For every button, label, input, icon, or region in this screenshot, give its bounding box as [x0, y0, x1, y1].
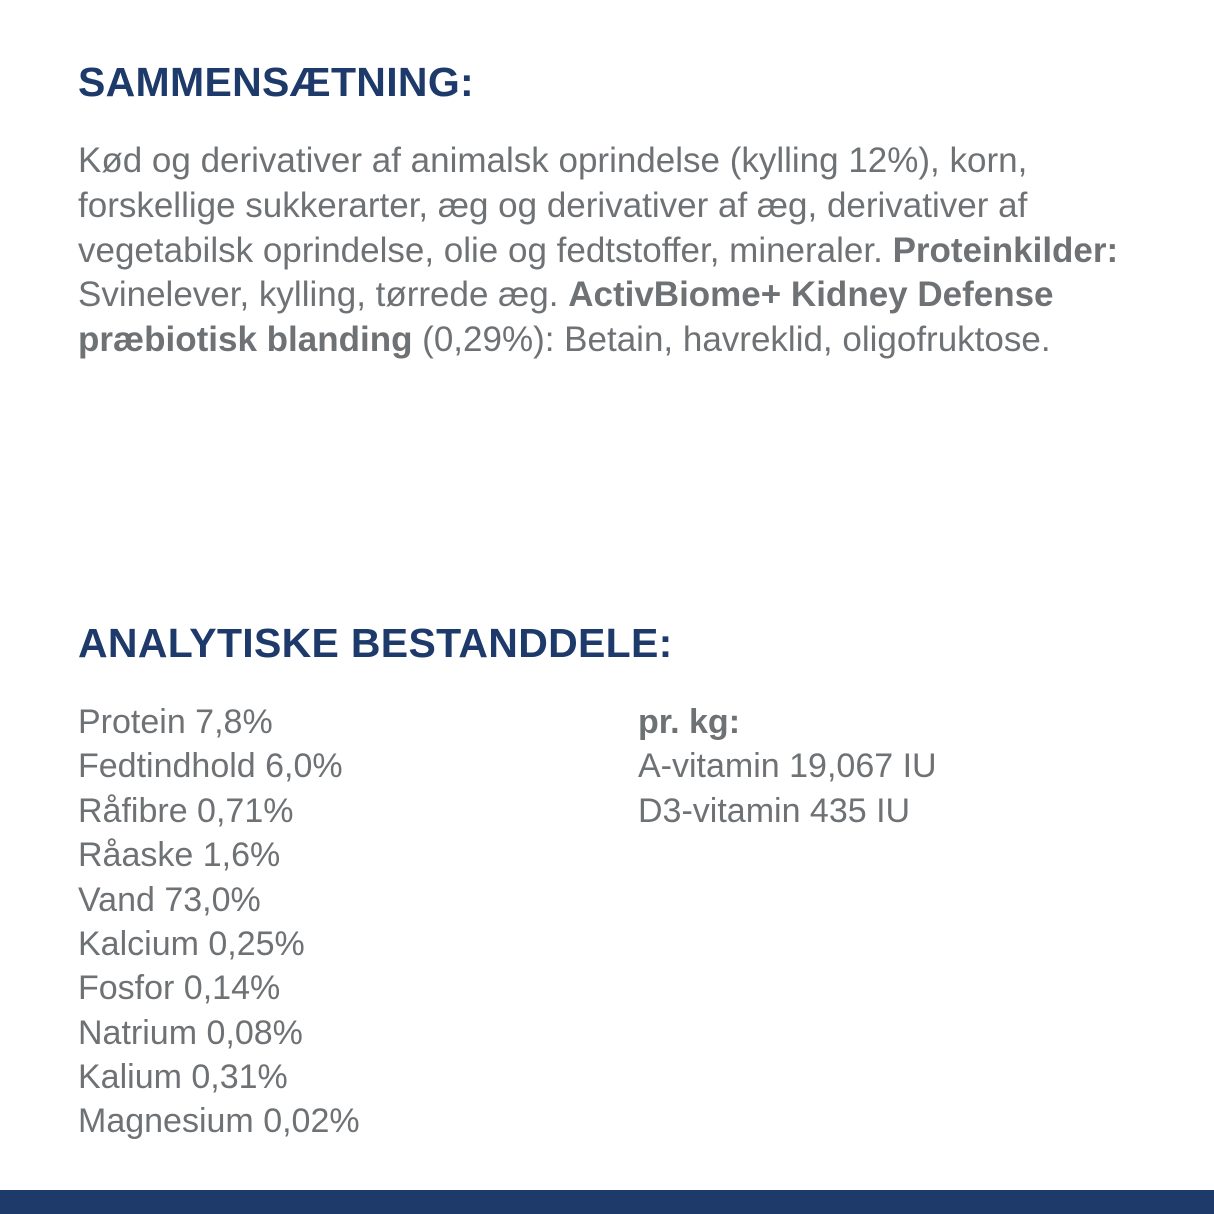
nutrient-row: Fosfor 0,14%	[78, 969, 281, 1008]
nutrient-row: Magnesium 0,02%	[78, 1102, 360, 1141]
nutrient-row: Vand 73,0%	[78, 880, 261, 919]
protein-sources-label: Proteinkilder:	[892, 230, 1119, 270]
nutrient-row: Natrium 0,08%	[78, 1013, 303, 1052]
nutrient-row: Råfibre 0,71%	[78, 791, 294, 830]
composition-section	[78, 60, 1168, 363]
nutrient-row: Kalium 0,31%	[78, 1057, 288, 1096]
composition-ingredients-text: Kød og derivativer af animalsk oprindelse (kylling 12%), korn, forskellige sukkerarter, æg og derivativer af æg, derivativer af vegetabilsk oprindelse, olie og fedtstoffer, mineraler.	[78, 141, 1028, 270]
analysis-columns	[78, 700, 1168, 1144]
composition-heading: SAMMENSÆTNING:	[78, 59, 474, 105]
composition-paragraph	[78, 139, 1168, 363]
nutrient-row: Protein 7,8%	[78, 703, 273, 742]
prebiotic-blend-label: ActivBiome+ Kidney Defense præbiotisk blanding	[78, 275, 1054, 360]
analytical-constituents-heading: ANALYTISKE BESTANDDELE:	[78, 620, 673, 666]
nutrient-row: Fedtindhold 6,0%	[78, 747, 343, 786]
nutrient-row: Kalcium 0,25%	[78, 924, 305, 963]
nutrient-row: Råaske 1,6%	[78, 836, 281, 875]
footer-bar	[0, 1190, 1214, 1214]
prebiotic-blend-text: (0,29%): Betain, havreklid, oligofruktose.	[412, 320, 1051, 360]
nutrient-row: D3-vitamin 435 IU	[638, 791, 911, 830]
nutrient-row: A-vitamin 19,067 IU	[638, 747, 937, 786]
per-kg-heading: pr. kg:	[638, 703, 741, 742]
nutrient-column-left	[78, 700, 638, 1144]
analytical-constituents-section	[78, 621, 1168, 1144]
nutrient-column-right	[638, 700, 1138, 833]
protein-sources-text: Svinelever, kylling, tørrede æg.	[78, 275, 569, 315]
